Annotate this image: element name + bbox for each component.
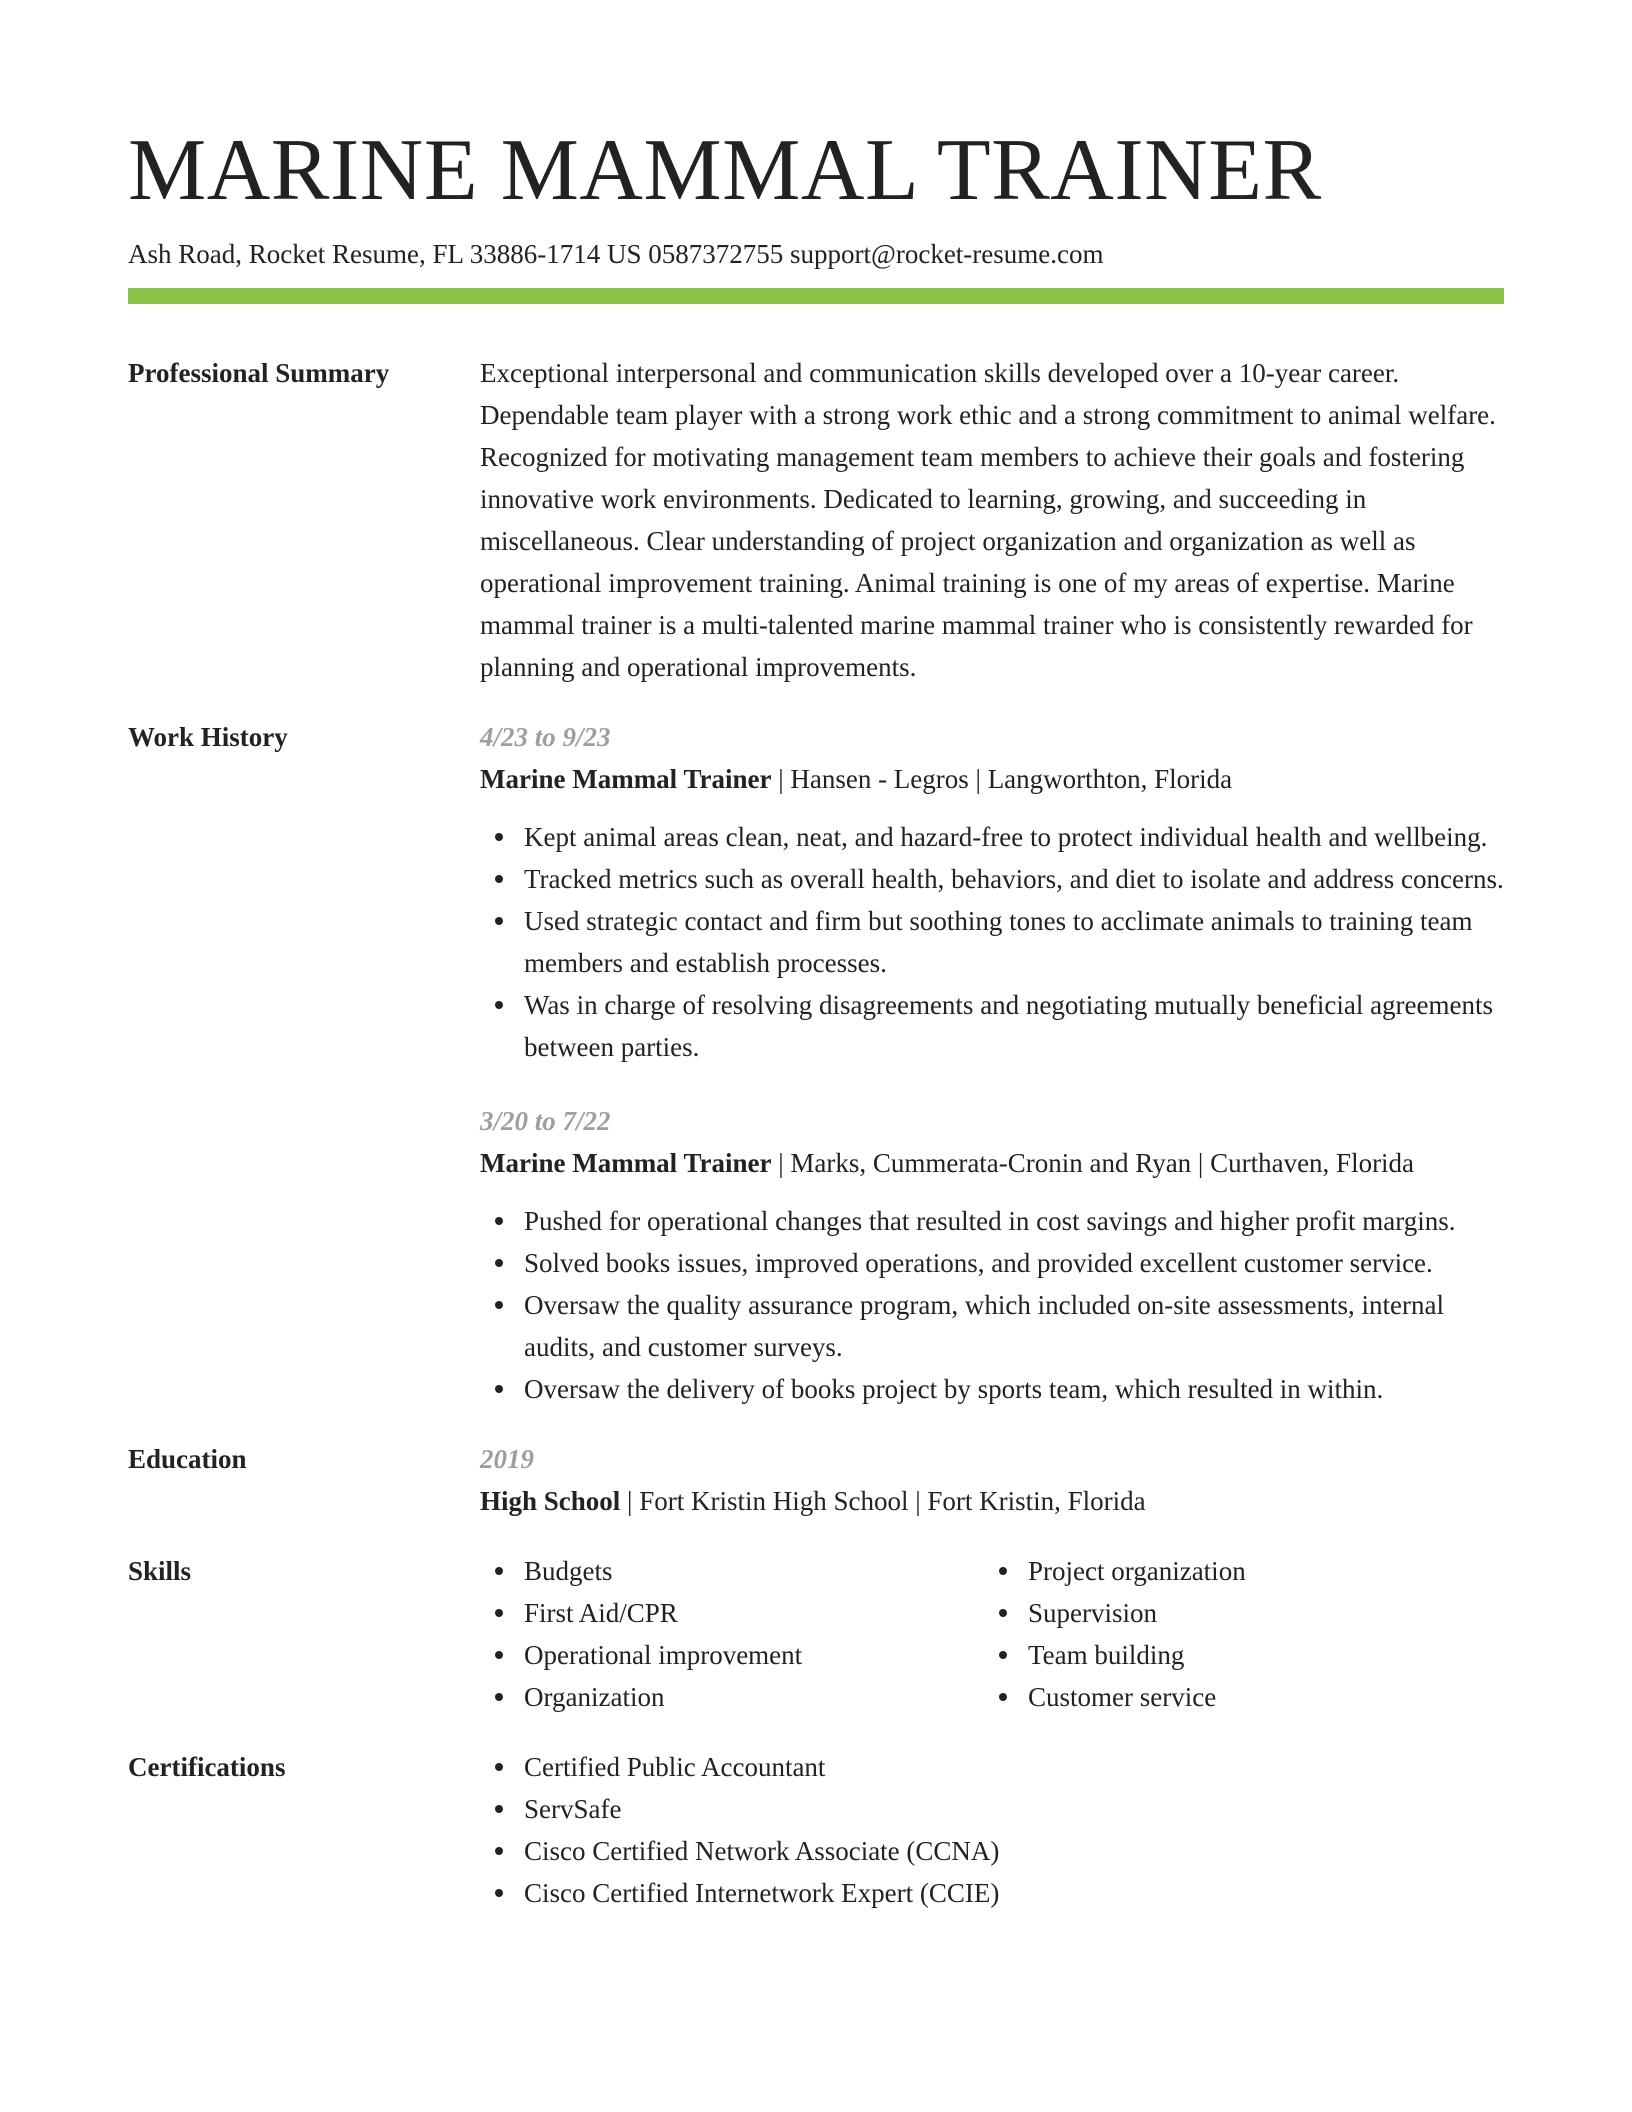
education-degree: High School: [480, 1486, 621, 1516]
job-entry: [480, 1100, 1504, 1410]
work-history-body: [480, 716, 1504, 1410]
section-title-skills: Skills: [128, 1556, 192, 1586]
skills-body: [480, 1550, 1504, 1718]
certification-item: ServSafe: [524, 1788, 1504, 1830]
certification-item: Cisco Certified Network Associate (CCNA): [524, 1830, 1504, 1872]
job-entry: [480, 716, 1504, 1068]
job-heading: [480, 1142, 1504, 1184]
skills-section: [128, 1550, 1504, 1718]
skill-item: Budgets: [524, 1550, 984, 1592]
job-bullet: Used strategic contact and firm but soothing tones to acclimate animals to training team members and establish processes.: [524, 900, 1504, 984]
job-heading: [480, 758, 1504, 800]
job-bullet: Solved books issues, improved operations, and provided excellent customer service.: [524, 1242, 1504, 1284]
job-dates: 3/20 to 7/22: [480, 1106, 611, 1136]
section-title-summary: Professional Summary: [128, 358, 390, 388]
resume-page: [128, 0, 1504, 1914]
job-details: | Hansen - Legros | Langworthton, Florida: [771, 764, 1233, 794]
certifications-body: [480, 1746, 1504, 1914]
education-year: 2019: [480, 1444, 534, 1474]
education-heading: [480, 1480, 1504, 1522]
education-section: [128, 1438, 1504, 1522]
certifications-list: [480, 1746, 1504, 1914]
skills-list-right: [984, 1550, 1488, 1718]
certifications-section: [128, 1746, 1504, 1914]
education-body: [480, 1438, 1504, 1522]
job-bullet: Tracked metrics such as overall health, behaviors, and diet to isolate and address concerns.: [524, 858, 1504, 900]
job-title: Marine Mammal Trainer: [480, 1148, 772, 1178]
summary-section: [128, 352, 1504, 688]
section-title-work: Work History: [128, 722, 288, 752]
work-history-section: [128, 716, 1504, 1410]
job-bullets: [480, 816, 1504, 1068]
section-title-education: Education: [128, 1444, 247, 1474]
skill-item: Supervision: [1028, 1592, 1488, 1634]
certification-item: Certified Public Accountant: [524, 1746, 1504, 1788]
skill-item: Team building: [1028, 1634, 1488, 1676]
accent-divider: [128, 288, 1504, 304]
summary-body: [480, 352, 1504, 688]
skill-item: First Aid/CPR: [524, 1592, 984, 1634]
summary-text: Exceptional interpersonal and communication skills developed over a 10-year career. Dependable team player with a strong work ethic and a strong commitment to animal welfare. Recognized for motivating management team members to achieve their goals and fostering innovative work environments. Dedicated to learning, growing, and succeeding in miscellaneous. Clear understanding of project organization and organization as well as operational improvement training. Animal training is one of my areas of expertise. Marine mammal trainer is a multi-talented marine mammal trainer who is consistently rewarded for planning and operational improvements.: [480, 358, 1496, 682]
job-details: | Marks, Cummerata-Cronin and Ryan | Curthaven, Florida: [771, 1148, 1415, 1178]
contact-line: Ash Road, Rocket Resume, FL 33886-1714 US 0587372755 support@rocket-resume.com: [128, 239, 1104, 269]
job-bullet: Oversaw the delivery of books project by sports team, which resulted in within.: [524, 1368, 1504, 1410]
certification-item: Cisco Certified Internetwork Expert (CCIE): [524, 1872, 1504, 1914]
skill-item: Organization: [524, 1676, 984, 1718]
education-details: | Fort Kristin High School | Fort Kristin, Florida: [620, 1486, 1146, 1516]
skill-item: Customer service: [1028, 1676, 1488, 1718]
job-dates: 4/23 to 9/23: [480, 722, 611, 752]
job-bullet: Was in charge of resolving disagreements and negotiating mutually beneficial agreements between parties.: [524, 984, 1504, 1068]
job-bullet: Pushed for operational changes that resulted in cost savings and higher profit margins.: [524, 1200, 1504, 1242]
skill-item: Project organization: [1028, 1550, 1488, 1592]
job-bullet: Oversaw the quality assurance program, which included on-site assessments, internal audits, and customer surveys.: [524, 1284, 1504, 1368]
job-title: Marine Mammal Trainer: [480, 764, 772, 794]
section-title-certifications: Certifications: [128, 1752, 286, 1782]
job-bullets: [480, 1200, 1504, 1410]
resume-name: MARINE MAMMAL TRAINER: [128, 122, 1322, 219]
job-bullet: Kept animal areas clean, neat, and hazard-free to protect individual health and wellbeing.: [524, 816, 1504, 858]
skill-item: Operational improvement: [524, 1634, 984, 1676]
skills-list-left: [480, 1550, 984, 1718]
